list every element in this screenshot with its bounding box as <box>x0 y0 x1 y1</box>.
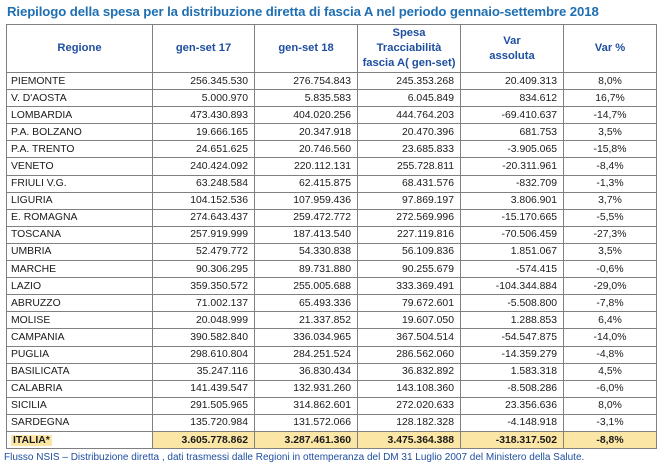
cell-var: -4.148.918 <box>461 414 564 431</box>
table-row <box>7 346 657 363</box>
cell-pct: 3,5% <box>564 124 657 141</box>
cell-spesa: 20.470.396 <box>358 124 461 141</box>
cell-gs18: 131.572.066 <box>255 414 358 431</box>
cell-regione: CAMPANIA <box>7 329 153 346</box>
table-header <box>7 25 657 73</box>
cell-spesa: 97.869.197 <box>358 192 461 209</box>
cell-var: -20.311.961 <box>461 158 564 175</box>
table-row <box>7 414 657 431</box>
total-gs17: 3.605.778.862 <box>153 431 255 448</box>
cell-pct: -4,8% <box>564 346 657 363</box>
cell-gs18: 20.746.560 <box>255 141 358 158</box>
cell-var: 3.806.901 <box>461 192 564 209</box>
cell-spesa: 36.832.892 <box>358 363 461 380</box>
cell-pct: -29,0% <box>564 278 657 295</box>
cell-spesa: 143.108.360 <box>358 380 461 397</box>
cell-regione: V. D'AOSTA <box>7 90 153 107</box>
table-body <box>7 73 657 432</box>
cell-spesa: 68.431.576 <box>358 175 461 192</box>
table-row <box>7 124 657 141</box>
cell-pct: 3,5% <box>564 243 657 260</box>
cell-regione: E. ROMAGNA <box>7 209 153 226</box>
cell-pct: -8,4% <box>564 158 657 175</box>
table-row <box>7 329 657 346</box>
cell-gs18: 132.931.260 <box>255 380 358 397</box>
cell-gs18: 276.754.843 <box>255 73 358 90</box>
cell-var: -574.415 <box>461 261 564 278</box>
cell-var: -14.359.279 <box>461 346 564 363</box>
cell-spesa: 227.119.816 <box>358 226 461 243</box>
total-var: -318.317.502 <box>461 431 564 448</box>
cell-regione: CALABRIA <box>7 380 153 397</box>
header-var-line1: Var <box>503 34 521 47</box>
header-var-pct: Var % <box>564 25 657 73</box>
cell-regione: MOLISE <box>7 312 153 329</box>
cell-gs18: 187.413.540 <box>255 226 358 243</box>
cell-gs17: 473.430.893 <box>153 107 255 124</box>
cell-gs18: 65.493.336 <box>255 295 358 312</box>
cell-pct: 3,7% <box>564 192 657 209</box>
table-row <box>7 380 657 397</box>
cell-var: -70.506.459 <box>461 226 564 243</box>
cell-regione: PUGLIA <box>7 346 153 363</box>
cell-var: -5.508.800 <box>461 295 564 312</box>
table-row <box>7 107 657 124</box>
cell-gs18: 255.005.688 <box>255 278 358 295</box>
cell-regione: PIEMONTE <box>7 73 153 90</box>
header-var-line2: assoluta <box>489 49 535 62</box>
total-regione <box>7 431 153 448</box>
cell-spesa: 6.045.849 <box>358 90 461 107</box>
cell-spesa: 23.685.833 <box>358 141 461 158</box>
cell-regione: BASILICATA <box>7 363 153 380</box>
cell-spesa: 56.109.836 <box>358 243 461 260</box>
cell-var: 20.409.313 <box>461 73 564 90</box>
table-row <box>7 90 657 107</box>
cell-gs18: 284.251.524 <box>255 346 358 363</box>
cell-pct: -0,6% <box>564 261 657 278</box>
cell-spesa: 90.255.679 <box>358 261 461 278</box>
cell-var: 1.583.318 <box>461 363 564 380</box>
cell-spesa: 255.728.811 <box>358 158 461 175</box>
cell-regione: P.A. TRENTO <box>7 141 153 158</box>
cell-regione: P.A. BOLZANO <box>7 124 153 141</box>
cell-pct: -6,0% <box>564 380 657 397</box>
table-total <box>7 431 657 448</box>
cell-gs17: 256.345.530 <box>153 73 255 90</box>
cell-gs17: 24.651.625 <box>153 141 255 158</box>
cell-pct: -15,8% <box>564 141 657 158</box>
cell-var: -54.547.875 <box>461 329 564 346</box>
cell-spesa: 286.562.060 <box>358 346 461 363</box>
cell-gs17: 240.424.092 <box>153 158 255 175</box>
cell-gs18: 21.337.852 <box>255 312 358 329</box>
cell-gs18: 20.347.918 <box>255 124 358 141</box>
source-note: Flusso NSIS – Distribuzione diretta , dati trasmessi dalle Regioni in ottemperanza del DM 31 Luglio 2007 del Ministero della Salute. <box>4 452 585 463</box>
table-row <box>7 278 657 295</box>
cell-pct: -3,1% <box>564 414 657 431</box>
total-pct: -8,8% <box>564 431 657 448</box>
cell-pct: 4,5% <box>564 363 657 380</box>
table-row <box>7 141 657 158</box>
cell-pct: 8,0% <box>564 397 657 414</box>
cell-spesa: 19.607.050 <box>358 312 461 329</box>
cell-var: -15.170.665 <box>461 209 564 226</box>
cell-var: -104.344.884 <box>461 278 564 295</box>
cell-var: 834.612 <box>461 90 564 107</box>
cell-gs17: 359.350.572 <box>153 278 255 295</box>
cell-gs18: 89.731.880 <box>255 261 358 278</box>
cell-spesa: 272.569.996 <box>358 209 461 226</box>
cell-gs18: 5.835.583 <box>255 90 358 107</box>
header-spesa <box>358 25 461 73</box>
cell-gs18: 107.959.436 <box>255 192 358 209</box>
cell-regione: UMBRIA <box>7 243 153 260</box>
cell-regione: ABRUZZO <box>7 295 153 312</box>
cell-regione: TOSCANA <box>7 226 153 243</box>
cell-pct: -14,7% <box>564 107 657 124</box>
cell-gs17: 257.919.999 <box>153 226 255 243</box>
cell-regione: LIGURIA <box>7 192 153 209</box>
header-genset17: gen-set 17 <box>153 25 255 73</box>
table-row <box>7 226 657 243</box>
cell-pct: -27,3% <box>564 226 657 243</box>
table-row <box>7 397 657 414</box>
cell-spesa: 272.020.633 <box>358 397 461 414</box>
cell-spesa: 245.353.268 <box>358 73 461 90</box>
cell-spesa: 444.764.203 <box>358 107 461 124</box>
cell-gs17: 291.505.965 <box>153 397 255 414</box>
cell-gs18: 36.830.434 <box>255 363 358 380</box>
total-row <box>7 431 657 448</box>
cell-gs17: 104.152.536 <box>153 192 255 209</box>
table-row <box>7 261 657 278</box>
cell-pct: -14,0% <box>564 329 657 346</box>
cell-pct: 16,7% <box>564 90 657 107</box>
table-row <box>7 158 657 175</box>
table-row <box>7 73 657 90</box>
cell-regione: MARCHE <box>7 261 153 278</box>
cell-gs17: 141.439.547 <box>153 380 255 397</box>
table-row <box>7 209 657 226</box>
cell-regione: SARDEGNA <box>7 414 153 431</box>
cell-gs17: 71.002.137 <box>153 295 255 312</box>
total-gs18: 3.287.461.360 <box>255 431 358 448</box>
cell-spesa: 79.672.601 <box>358 295 461 312</box>
cell-pct: -7,8% <box>564 295 657 312</box>
header-genset18: gen-set 18 <box>255 25 358 73</box>
cell-var: -832.709 <box>461 175 564 192</box>
header-regione: Regione <box>7 25 153 73</box>
cell-gs17: 35.247.116 <box>153 363 255 380</box>
cell-spesa: 367.504.514 <box>358 329 461 346</box>
cell-gs18: 220.112.131 <box>255 158 358 175</box>
cell-gs18: 314.862.601 <box>255 397 358 414</box>
cell-var: 1.288.853 <box>461 312 564 329</box>
cell-spesa: 333.369.491 <box>358 278 461 295</box>
cell-var: 23.356.636 <box>461 397 564 414</box>
table-row <box>7 363 657 380</box>
cell-var: 681.753 <box>461 124 564 141</box>
page-title: Riepilogo della spesa per la distribuzione diretta di fascia A nel periodo gennaio-settembre 2018 <box>7 4 599 19</box>
cell-regione: LAZIO <box>7 278 153 295</box>
cell-pct: 8,0% <box>564 73 657 90</box>
cell-var: -8.508.286 <box>461 380 564 397</box>
total-regione-label: ITALIA* <box>13 434 50 446</box>
cell-gs17: 298.610.804 <box>153 346 255 363</box>
cell-gs17: 135.720.984 <box>153 414 255 431</box>
cell-pct: -5,5% <box>564 209 657 226</box>
cell-spesa: 128.182.328 <box>358 414 461 431</box>
table-row <box>7 312 657 329</box>
cell-var: 1.851.067 <box>461 243 564 260</box>
spending-table <box>6 24 657 449</box>
cell-gs17: 63.248.584 <box>153 175 255 192</box>
cell-regione: FRIULI V.G. <box>7 175 153 192</box>
cell-gs18: 404.020.256 <box>255 107 358 124</box>
cell-regione: SICILIA <box>7 397 153 414</box>
cell-regione: VENETO <box>7 158 153 175</box>
header-spesa-line2: Tracciabilità <box>376 42 442 54</box>
cell-gs17: 390.582.840 <box>153 329 255 346</box>
table-row <box>7 295 657 312</box>
cell-gs18: 54.330.838 <box>255 243 358 260</box>
cell-gs17: 90.306.295 <box>153 261 255 278</box>
cell-var: -69.410.637 <box>461 107 564 124</box>
cell-pct: -1,3% <box>564 175 657 192</box>
cell-pct: 6,4% <box>564 312 657 329</box>
header-spesa-line1: Spesa <box>392 27 426 39</box>
header-spesa-line3: fascia A( gen-set) <box>362 57 456 69</box>
cell-gs17: 5.000.970 <box>153 90 255 107</box>
cell-gs17: 19.666.165 <box>153 124 255 141</box>
cell-regione: LOMBARDIA <box>7 107 153 124</box>
total-spesa: 3.475.364.388 <box>358 431 461 448</box>
cell-var: -3.905.065 <box>461 141 564 158</box>
table-row <box>7 192 657 209</box>
cell-gs17: 274.643.437 <box>153 209 255 226</box>
cell-gs18: 62.415.875 <box>255 175 358 192</box>
cell-gs18: 259.472.772 <box>255 209 358 226</box>
table-row <box>7 243 657 260</box>
table-row <box>7 175 657 192</box>
header-var-assoluta <box>461 25 564 73</box>
cell-gs17: 20.048.999 <box>153 312 255 329</box>
cell-gs18: 336.034.965 <box>255 329 358 346</box>
cell-gs17: 52.479.772 <box>153 243 255 260</box>
